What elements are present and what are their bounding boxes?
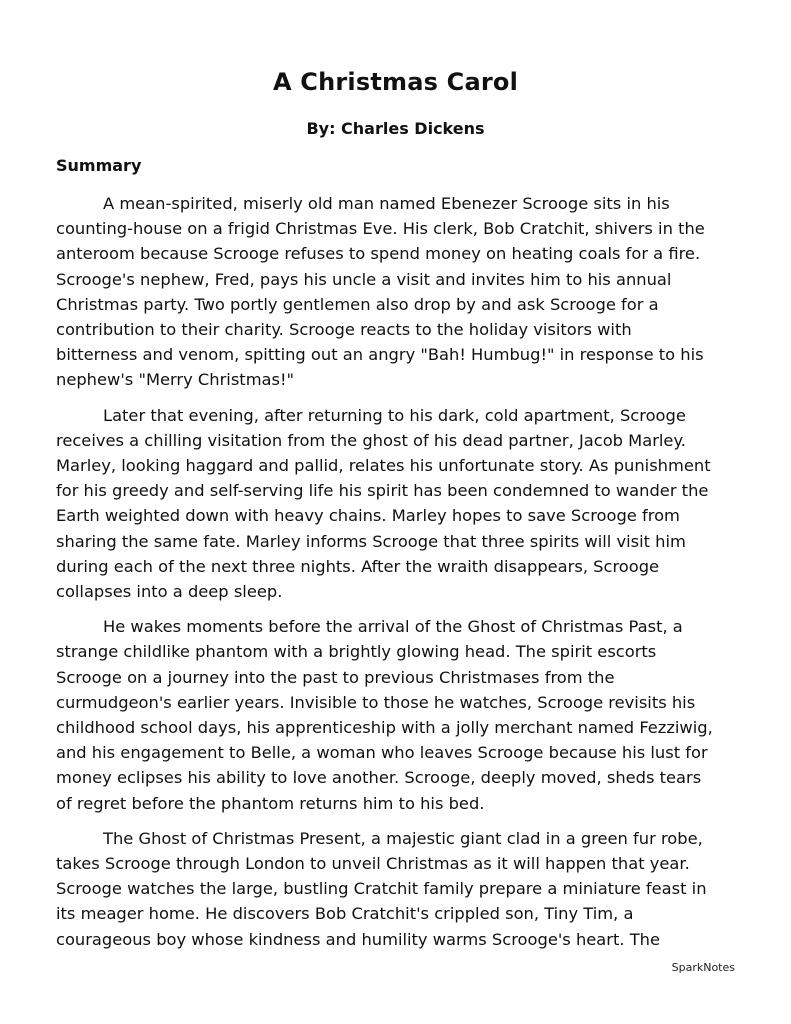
section-heading-summary: Summary bbox=[56, 156, 142, 175]
text-line: collapses into a deep sleep. bbox=[56, 582, 283, 602]
document-title: A Christmas Carol bbox=[272, 68, 519, 96]
text-line: Earth weighted down with heavy chains. Marley hopes to save Scrooge from bbox=[56, 506, 680, 526]
text-line: of regret before the phantom returns him to his bed. bbox=[56, 793, 485, 813]
text-line: anteroom because Scrooge refuses to spend money on heating coals for a fire. bbox=[56, 244, 701, 264]
text-line: strange childlike phantom with a brightly glowing head. The spirit escorts bbox=[56, 642, 657, 662]
text-line: receives a chilling visitation from the ghost of his dead partner, Jacob Marley. bbox=[56, 430, 686, 450]
text-line: and his engagement to Belle, a woman who leaves Scrooge because his lust for bbox=[56, 743, 708, 763]
text-line: curmudgeon's earlier years. Invisible to those he watches, Scrooge revisits his bbox=[56, 692, 696, 712]
paragraph-1 bbox=[56, 191, 746, 393]
text-line: for his greedy and self-serving life his spirit has been condemned to wander the bbox=[56, 481, 709, 501]
text-line: He wakes moments before the arrival of the Ghost of Christmas Past, a bbox=[103, 617, 683, 637]
text-line: during each of the next three nights. After the wraith disappears, Scrooge bbox=[56, 556, 660, 576]
text-line: nephew's "Merry Christmas!" bbox=[56, 370, 295, 390]
text-line: its meager home. He discovers Bob Cratchit's crippled son, Tiny Tim, a bbox=[56, 904, 634, 924]
paragraph-2 bbox=[56, 403, 746, 605]
footer-source: SparkNotes bbox=[671, 961, 735, 974]
text-line: money eclipses his ability to love another. Scrooge, deeply moved, sheds tears bbox=[56, 768, 702, 788]
text-line: Scrooge watches the large, bustling Cratchit family prepare a miniature feast in bbox=[56, 879, 707, 899]
author-line: By: Charles Dickens bbox=[306, 119, 485, 138]
text-line: Scrooge's nephew, Fred, pays his uncle a visit and invites him to his annual bbox=[56, 269, 672, 289]
text-line: Scrooge on a journey into the past to previous Christmases from the bbox=[56, 667, 615, 687]
text-line: The Ghost of Christmas Present, a majestic giant clad in a green fur robe, bbox=[103, 828, 703, 848]
text-line: counting-house on a frigid Christmas Eve. His clerk, Bob Cratchit, shivers in the bbox=[56, 219, 705, 239]
text-line: takes Scrooge through London to unveil Christmas as it will happen that year. bbox=[56, 854, 690, 874]
summary-body bbox=[56, 191, 746, 962]
paragraph-4 bbox=[56, 826, 746, 952]
paragraph-3 bbox=[56, 614, 746, 816]
text-line: childhood school days, his apprenticeship with a jolly merchant named Fezziwig, bbox=[56, 718, 713, 738]
text-line: courageous boy whose kindness and humility warms Scrooge's heart. The bbox=[56, 929, 660, 949]
text-line: bitterness and venom, spitting out an angry "Bah! Humbug!" in response to his bbox=[56, 345, 704, 365]
text-line: Later that evening, after returning to his dark, cold apartment, Scrooge bbox=[103, 405, 686, 425]
text-line: A mean-spirited, miserly old man named Ebenezer Scrooge sits in his bbox=[103, 194, 670, 213]
text-line: Christmas party. Two portly gentlemen also drop by and ask Scrooge for a bbox=[56, 294, 659, 314]
text-line: contribution to their charity. Scrooge reacts to the holiday visitors with bbox=[56, 320, 632, 340]
text-line: Marley, looking haggard and pallid, relates his unfortunate story. As punishment bbox=[56, 456, 711, 476]
text-line: sharing the same fate. Marley informs Scrooge that three spirits will visit him bbox=[56, 531, 686, 551]
